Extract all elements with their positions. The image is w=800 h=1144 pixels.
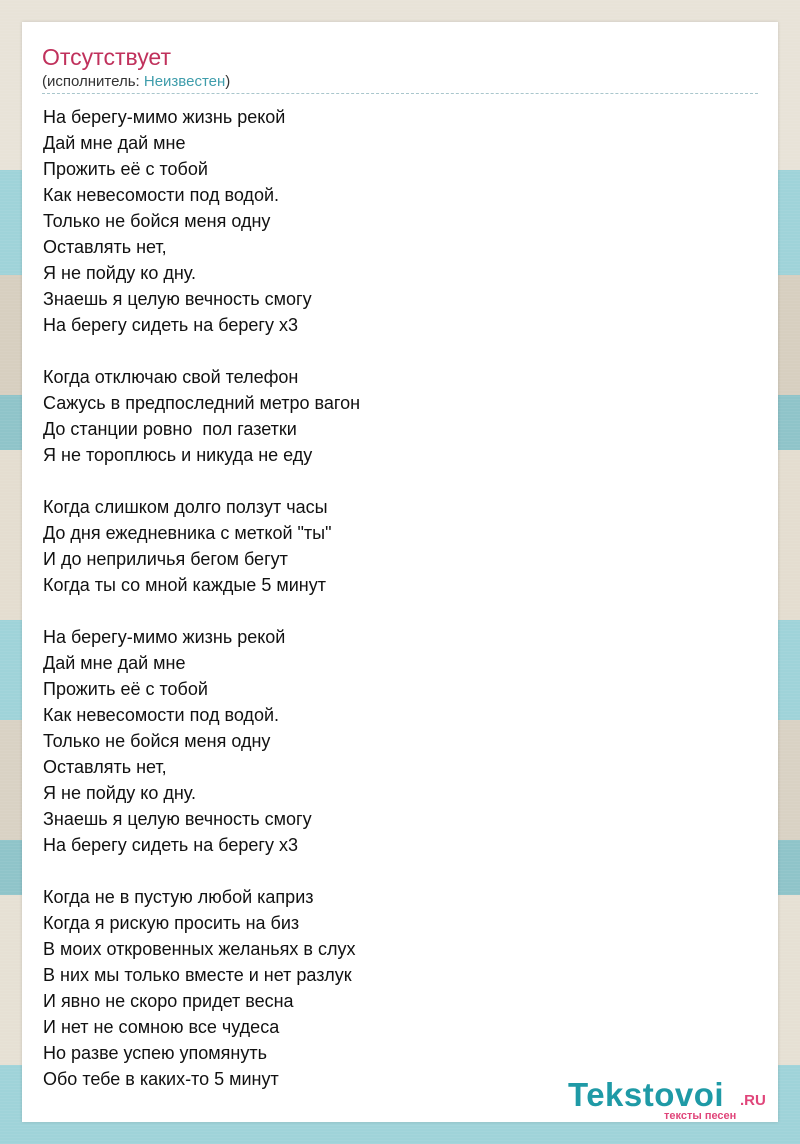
lyrics-stanza <box>43 494 743 598</box>
lyrics-line: До дня ежедневника с меткой "ты" <box>43 523 332 543</box>
lyrics-line: На берегу сидеть на берегу х3 <box>43 315 298 335</box>
logo-domain: .RU <box>740 1092 766 1109</box>
lyrics-line: И явно не скоро придет весна <box>43 991 294 1011</box>
lyrics-stanza <box>43 624 743 858</box>
artist-link[interactable]: Неизвестен <box>143 73 226 90</box>
lyrics-line: Когда я рискую просить на биз <box>43 913 300 933</box>
lyrics-line: Как невесомости под водой. <box>43 705 280 725</box>
lyrics-line: В моих откровенных желаньях в слух <box>43 939 356 959</box>
lyrics-line: В них мы только вместе и нет разлук <box>43 965 352 985</box>
lyrics-line: Только не бойся меня одну <box>43 731 271 751</box>
lyrics-line: До станции ровно пол газетки <box>43 419 297 439</box>
lyrics-line: Я не пойду ко дну. <box>43 783 196 803</box>
artist-prefix: (исполнитель: <box>42 73 144 90</box>
lyrics-line: Оставлять нет, <box>43 757 167 777</box>
divider <box>42 93 758 94</box>
lyrics-line: Когда ты со мной каждые 5 минут <box>43 575 326 595</box>
artist-line <box>42 73 230 90</box>
lyrics-line: Только не бойся меня одну <box>43 211 271 231</box>
lyrics-line: Как невесомости под водой. <box>43 185 280 205</box>
lyrics-line: Обо тебе в каких-то 5 минут <box>43 1069 279 1089</box>
lyrics-line: Дай мне дай мне <box>43 653 186 673</box>
lyrics-line: Я не пойду ко дну. <box>43 263 196 283</box>
lyrics-body <box>43 104 743 1092</box>
site-logo[interactable] <box>568 1076 778 1126</box>
lyrics-line: Прожить её с тобой <box>43 159 208 179</box>
lyrics-stanza <box>43 104 743 338</box>
lyrics-line: И до неприличья бегом бегут <box>43 549 288 569</box>
lyrics-line: На берегу-мимо жизнь рекой <box>43 107 286 127</box>
lyrics-line: Когда отключаю свой телефон <box>43 367 299 387</box>
lyrics-line: Когда слишком долго ползут часы <box>43 497 328 517</box>
lyrics-line: Сажусь в предпоследний метро вагон <box>43 393 361 413</box>
lyrics-line: Знаешь я целую вечность смогу <box>43 809 312 829</box>
lyrics-line: Но разве успею упомянуть <box>43 1043 267 1063</box>
lyrics-line: Дай мне дай мне <box>43 133 186 153</box>
lyrics-line: На берегу-мимо жизнь рекой <box>43 627 286 647</box>
logo-text: Tekstovoi <box>568 1076 725 1113</box>
logo-subtitle: тексты песен <box>664 1110 737 1122</box>
lyrics-line: И нет не сомною все чудеса <box>43 1017 280 1037</box>
lyrics-line: На берегу сидеть на берегу х3 <box>43 835 298 855</box>
artist-suffix: ) <box>225 73 231 90</box>
song-title: Отсутствует <box>42 44 171 70</box>
lyrics-stanza <box>43 884 743 1092</box>
lyrics-line: Я не тороплюсь и никуда не еду <box>43 445 313 465</box>
lyrics-line: Прожить её с тобой <box>43 679 208 699</box>
lyrics-line: Знаешь я целую вечность смогу <box>43 289 312 309</box>
lyrics-line: Когда не в пустую любой каприз <box>43 887 314 907</box>
lyrics-line: Оставлять нет, <box>43 237 167 257</box>
lyrics-stanza <box>43 364 743 468</box>
